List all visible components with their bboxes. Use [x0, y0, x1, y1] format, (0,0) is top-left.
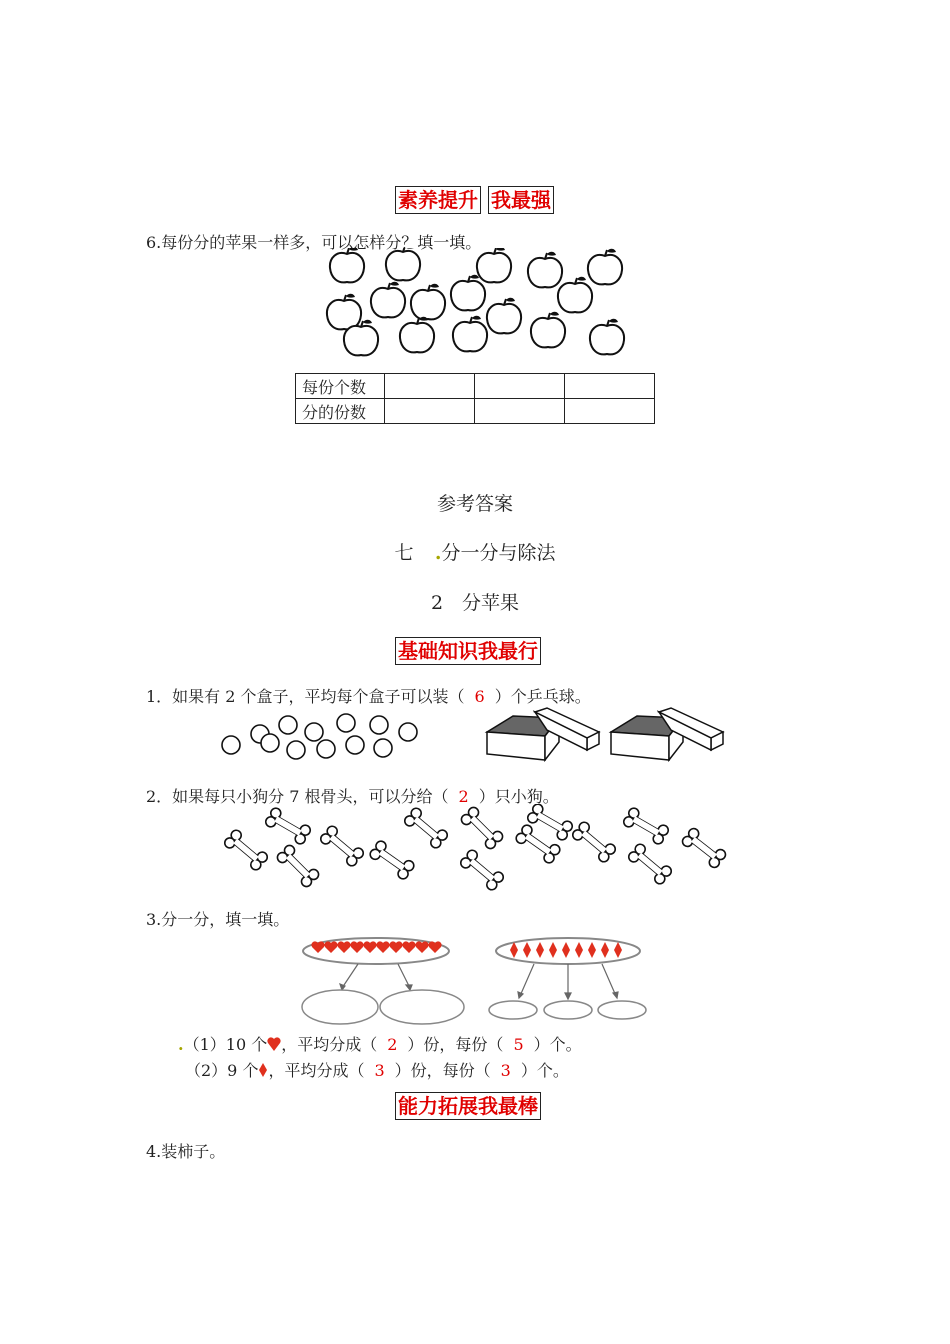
- bone: [571, 820, 618, 864]
- bone: [459, 805, 504, 850]
- row-label-share-count: 分的份数: [296, 399, 385, 424]
- diamond-icon: [258, 1062, 268, 1078]
- ball: [346, 736, 364, 754]
- ball: [261, 734, 279, 752]
- bone: [403, 806, 450, 850]
- share-oval: [598, 1001, 646, 1019]
- bone: [514, 823, 562, 865]
- q3-l1-suffix: ）个。: [533, 1035, 582, 1054]
- question-3-line-2: [185, 1058, 569, 1081]
- bone: [319, 824, 366, 868]
- badge-part-1: 素养提升: [398, 188, 478, 212]
- table-row: [296, 374, 655, 399]
- share-oval: [380, 990, 464, 1024]
- apples-illustration: [320, 248, 630, 360]
- ball: [370, 716, 388, 734]
- chapter-name: 分一分与除法: [441, 542, 556, 564]
- row-label-per-share: 每份个数: [296, 374, 385, 399]
- division-diagram: [298, 934, 650, 1026]
- table-cell[interactable]: [565, 374, 655, 399]
- q2-text-after: ）只小狗。: [478, 787, 559, 806]
- ball: [317, 740, 335, 758]
- bones-illustration: [216, 804, 736, 896]
- q3-l1-prefix: （1）10 个: [183, 1035, 268, 1054]
- diamonds-row: [510, 942, 622, 958]
- apple: [400, 317, 434, 353]
- section-badge-basics: 基础知识我最行: [395, 637, 541, 665]
- question-6-text: 6.每份分的苹果一样多，可以怎样分？填一填。: [146, 233, 482, 252]
- apple: [451, 275, 485, 311]
- bone: [223, 828, 270, 872]
- lesson-title: 2 分苹果: [430, 592, 520, 614]
- q1-text-after: ）个乒乓球。: [494, 687, 591, 706]
- apple: [590, 319, 624, 355]
- heart-icon: [267, 1036, 281, 1052]
- table-cell[interactable]: [475, 399, 565, 424]
- apple-division-table: [295, 373, 655, 424]
- table-cell[interactable]: [385, 399, 475, 424]
- ball: [287, 741, 305, 759]
- apple: [588, 249, 622, 285]
- ball: [399, 723, 417, 741]
- chapter-title: 七 .分一分与除法: [394, 542, 556, 564]
- section-badge-literacy: [395, 186, 481, 214]
- bone: [264, 806, 312, 845]
- q3-l2-answer-2: 3: [500, 1061, 511, 1080]
- apple: [528, 252, 562, 288]
- ball: [374, 739, 392, 757]
- bone: [275, 843, 320, 888]
- ball: [222, 736, 240, 754]
- apple: [531, 312, 565, 348]
- q3-l2-mid: ，平均分成（: [268, 1061, 365, 1080]
- apple: [327, 294, 361, 330]
- apple: [558, 277, 592, 313]
- apple: [371, 282, 405, 318]
- q3-l1-answer-1: 2: [387, 1035, 398, 1054]
- box: [611, 708, 723, 760]
- ball: [305, 723, 323, 741]
- q3-l1-mid: ，平均分成（: [281, 1035, 378, 1054]
- apple: [411, 284, 445, 320]
- boxes-illustration: [483, 702, 759, 762]
- apple: [477, 248, 511, 282]
- apple: [386, 248, 420, 280]
- bone: [681, 827, 728, 870]
- section-badge-extension: 能力拓展我最棒: [395, 1092, 541, 1120]
- bone: [368, 839, 416, 881]
- q3-l2-answer-1: 3: [374, 1061, 385, 1080]
- q2-answer: 2: [458, 787, 469, 806]
- apple: [330, 248, 364, 282]
- chapter-number: 七: [394, 542, 414, 564]
- share-oval: [544, 1001, 592, 1019]
- q3-l2-suffix: ）个。: [520, 1061, 569, 1080]
- ping-pong-balls: [218, 708, 428, 764]
- q3-l2-prefix: （2）9 个: [185, 1061, 259, 1080]
- q3-l2-mid2: ）份，每份（: [394, 1061, 491, 1080]
- q1-answer: 6: [474, 687, 485, 706]
- bone: [459, 848, 506, 892]
- q2-text-before: 2．如果每只小狗分 7 根骨头，可以分给（: [146, 787, 449, 806]
- hearts-oval: [303, 938, 449, 964]
- share-oval: [489, 1001, 537, 1019]
- table-row: [296, 399, 655, 424]
- badge-part-2: 我最强: [491, 188, 551, 212]
- q3-l1-answer-2: 5: [513, 1035, 524, 1054]
- ball: [279, 716, 297, 734]
- question-3-line-1: .（1）10 个 ，平均分成（ 2 ）份，每份（ 5 ）个。: [178, 1035, 582, 1054]
- bone: [627, 842, 674, 886]
- question-4-text: 4.装柿子。: [146, 1142, 226, 1161]
- section-badge-strongest: [488, 186, 554, 214]
- table-cell[interactable]: [385, 374, 475, 399]
- ball: [337, 714, 355, 732]
- apple: [453, 316, 487, 352]
- table-cell[interactable]: [475, 374, 565, 399]
- q1-text-before: 1．如果有 2 个盒子，平均每个盒子可以装（: [146, 687, 465, 706]
- box: [487, 708, 599, 760]
- table-cell[interactable]: [565, 399, 655, 424]
- share-oval: [302, 990, 378, 1024]
- q3-l1-mid2: ）份，每份（: [407, 1035, 504, 1054]
- answers-title: 参考答案: [436, 493, 513, 515]
- bone: [622, 806, 670, 845]
- question-3-text: 3.分一分，填一填。: [146, 910, 290, 929]
- apple: [487, 298, 521, 334]
